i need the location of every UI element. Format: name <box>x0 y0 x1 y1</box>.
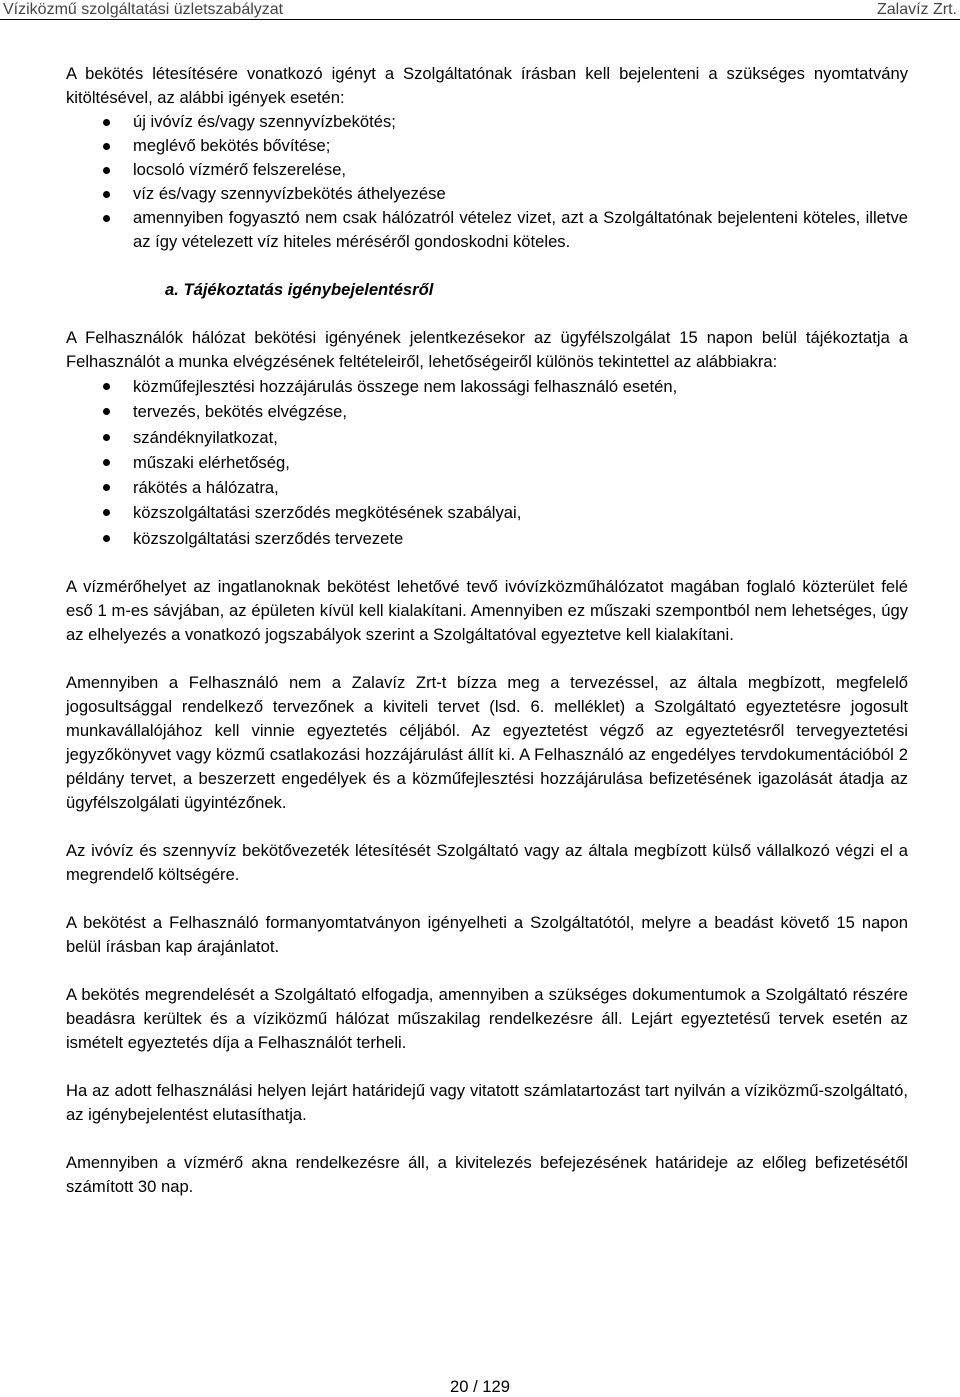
document-body <box>66 62 908 1199</box>
section-heading: a. Tájékoztatás igénybejelentésről <box>165 280 434 299</box>
request-types-list <box>66 110 908 254</box>
list-item: locsoló vízmérő felszerelése, <box>66 158 908 182</box>
meter-location-paragraph: A vízmérőhelyet az ingatlanoknak bekötést lehetővé tevő ivóvízközműhálózatot magában foglaló közterület felé eső 1 m-es sávjában, az épületen kívül kell kialakítani. Amennyiben ez műszaki szempontból nem lehetséges, úgy az elhelyezés a vonatkozó jogszabályok szerint a Szolgáltatóval egyeztetve kell kialakítani. <box>66 577 908 645</box>
page-header <box>0 0 960 20</box>
construction-paragraph: Az ivóvíz és szennyvíz bekötővezeték létesítését Szolgáltató vagy az általa megbízott külső vállalkozó végzi el a megrendelő költségére. <box>66 841 908 885</box>
deadline-paragraph: Amennyiben a vízmérő akna rendelkezésre áll, a kivitelezés befejezésének határideje az előleg befizetésétől számított 30 nap. <box>66 1153 908 1197</box>
header-company-name: Zalavíz Zrt. <box>876 1 957 18</box>
list-item: szándéknyilatkozat, <box>66 425 908 450</box>
design-paragraph: Amennyiben a Felhasználó nem a Zalavíz Zrt-t bízza meg a tervezéssel, az általa megbízott, megfelelő jogosultsággal rendelkező tervezőnek a kiviteli tervet (lsd. 6. melléklet) a Szolgáltató egyeztetésre jogosult munkavállalójához kell vinnie egyeztetés céljából. Az egyeztetést végző az egyeztetésről tervegyeztetési jegyzőkönyvet vagy közmű csatlakozási hozzájárulást állít ki. A Felhasználó az engedélyes tervdokumentációból 2 példány tervet, a beszerzett engedélyek és a közműfejlesztési hozzájárulása befizetésének igazolását átadja az ügyfélszolgálati ügyintézőnek. <box>66 673 908 813</box>
list-item: víz és/vagy szennyvízbekötés áthelyezése <box>66 182 908 206</box>
information-topics-list <box>66 374 908 551</box>
list-item: meglévő bekötés bővítése; <box>66 134 908 158</box>
list-item: rákötés a hálózatra, <box>66 475 908 500</box>
list-item: amennyiben fogyasztó nem csak hálózatról vételez vizet, azt a Szolgáltatónak bejelenteni köteles, illetve az így vételezett víz hiteles méréséről gondoskodni köteles. <box>66 206 908 254</box>
intro-paragraph: A bekötés létesítésére vonatkozó igényt a Szolgáltatónak írásban kell bejelenteni a szükséges nyomtatvány kitöltésével, az alábbi igények esetén: <box>66 64 908 107</box>
list-item: új ivóvíz és/vagy szennyvízbekötés; <box>66 110 908 134</box>
list-item: közműfejlesztési hozzájárulás összege nem lakossági felhasználó esetén, <box>66 374 908 399</box>
list-item: műszaki elérhetőség, <box>66 450 908 475</box>
page-number: 20 / 129 <box>450 1377 510 1396</box>
section-intro-paragraph: A Felhasználók hálózat bekötési igényének jelentkezésekor az ügyfélszolgálat 15 napon belül tájékoztatja a Felhasználót a munka elvégzésének feltételeiről, lehetőségeiről különös tekintettel az alábbiakra: <box>66 328 908 371</box>
header-document-title: Víziközmű szolgáltatási üzletszabályzat <box>3 1 284 18</box>
order-acceptance-paragraph: A bekötés megrendelését a Szolgáltató elfogadja, amennyiben a szükséges dokumentumok a Szolgáltató részére beadásra kerültek és a víziközmű hálózat műszakilag rendelkezésre áll. Lejárt egyeztetésű tervek esetén az ismételt egyeztetés díja a Felhasználót terheli. <box>66 985 908 1053</box>
list-item: közszolgáltatási szerződés tervezete <box>66 526 908 551</box>
list-item: közszolgáltatási szerződés megkötésének szabályai, <box>66 500 908 525</box>
list-item: tervezés, bekötés elvégzése, <box>66 399 908 424</box>
rejection-paragraph: Ha az adott felhasználási helyen lejárt határidejű vagy vitatott számlatartozást tart nyilván a víziközmű-szolgáltató, az igénybejelentést elutasíthatja. <box>66 1081 908 1125</box>
quote-paragraph: A bekötést a Felhasználó formanyomtatványon igényelheti a Szolgáltatótól, melyre a beadást követő 15 napon belül írásban kap árajánlatot. <box>66 913 908 957</box>
